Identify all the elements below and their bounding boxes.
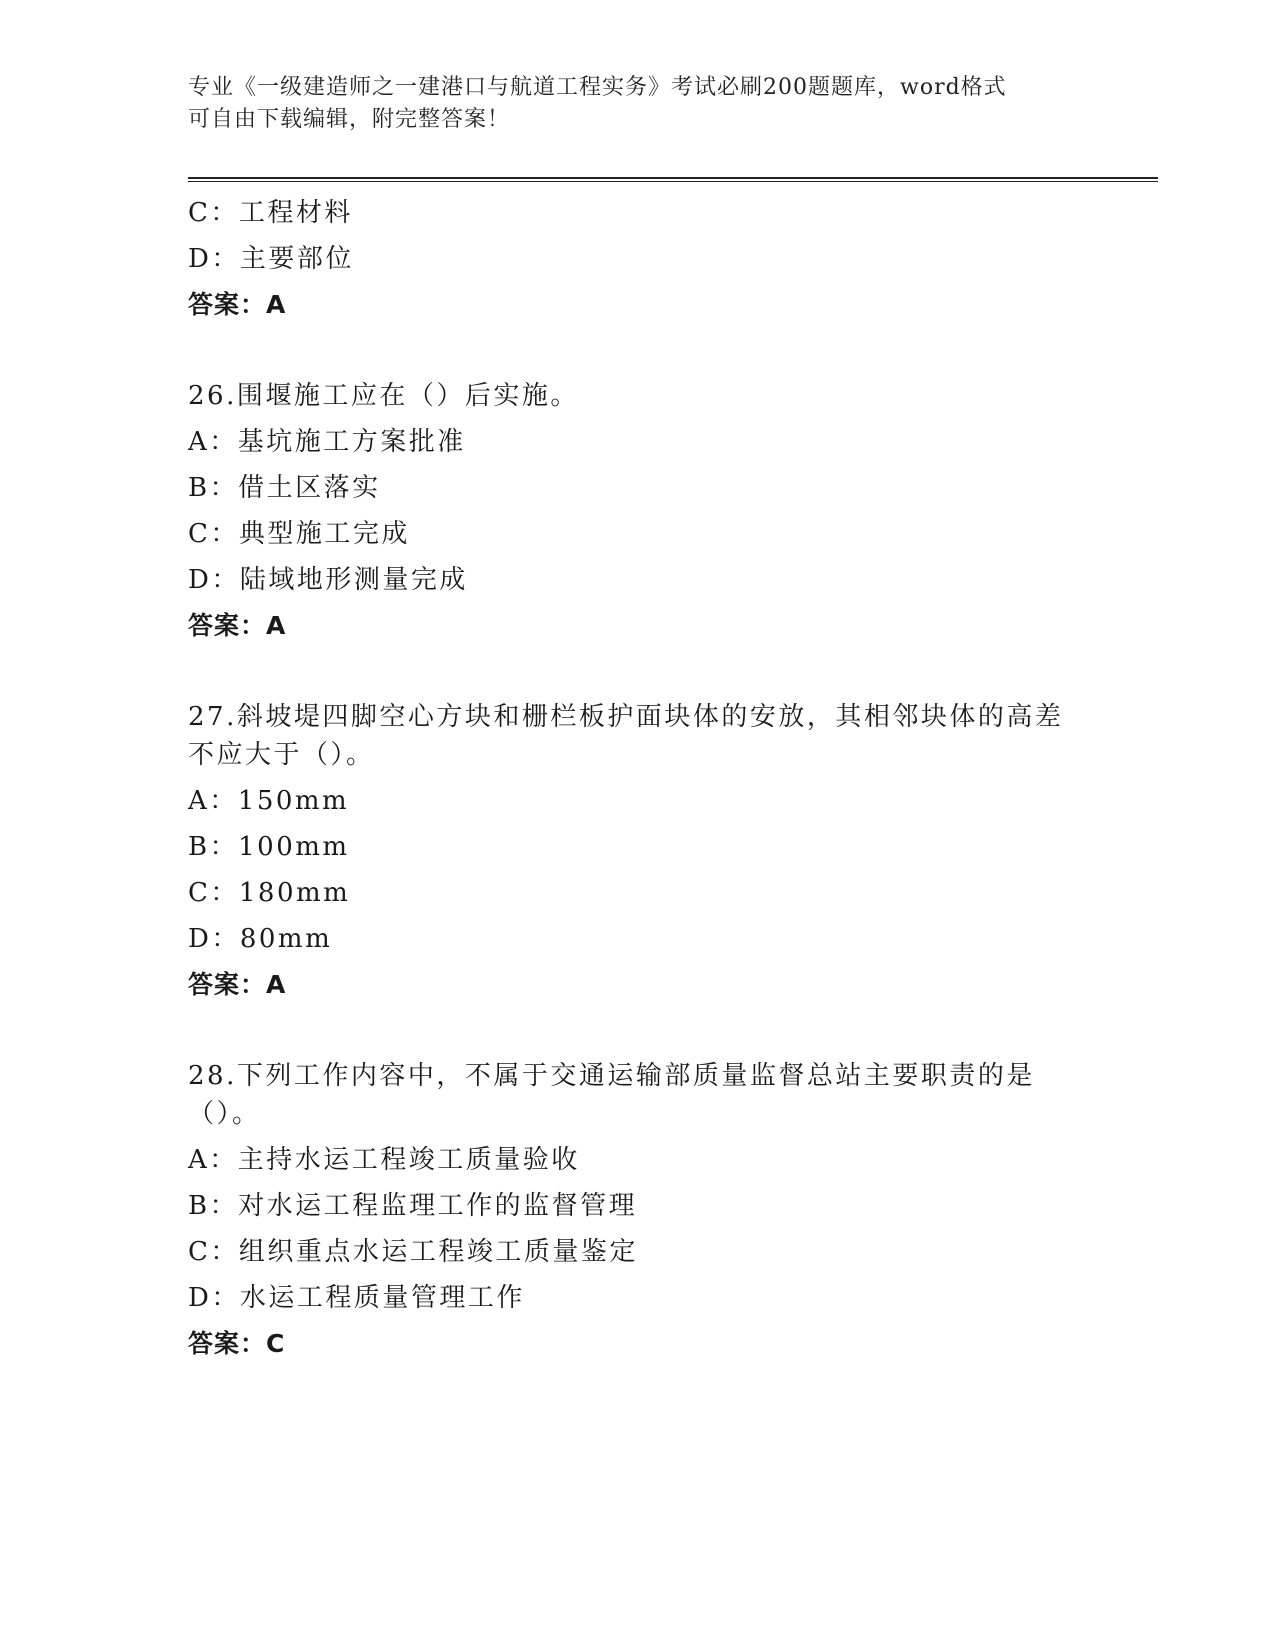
question-stem: 26.围堰施工应在（）后实施。: [188, 381, 579, 411]
option-d: D：陆域地形测量完成: [188, 565, 468, 595]
option-c: C：工程材料: [188, 198, 353, 228]
answer-line: 答案：A: [188, 970, 287, 999]
option-b: B：借土区落实: [188, 473, 381, 503]
question-27: [188, 694, 1088, 1008]
spacer: [188, 1008, 1088, 1053]
question-28: [188, 1053, 1088, 1367]
spacer: [188, 328, 1088, 373]
option-d: D：80mm: [188, 924, 333, 954]
option-a: A：主持水运工程竣工质量验收: [188, 1145, 580, 1175]
option-c: C：180mm: [188, 878, 351, 908]
partial-question: [188, 190, 1088, 328]
question-stem: 27.斜坡堤四脚空心方块和栅栏板护面块体的安放，其相邻块体的高差不应大于（）。: [188, 702, 1064, 770]
header-divider: [188, 177, 1158, 182]
spacer: [188, 649, 1088, 694]
option-c: C：组织重点水运工程竣工质量鉴定: [188, 1237, 638, 1267]
option-a: A：基坑施工方案批准: [188, 427, 466, 457]
option-c: C：典型施工完成: [188, 519, 410, 549]
answer-line: 答案：C: [188, 1329, 286, 1358]
question-26: [188, 373, 1088, 649]
answer-line: 答案：A: [188, 290, 287, 319]
option-b: B：100mm: [188, 832, 350, 862]
option-b: B：对水运工程监理工作的监督管理: [188, 1191, 638, 1221]
document-header: [188, 72, 1088, 136]
option-d: D：主要部位: [188, 244, 354, 274]
answer-line: 答案：A: [188, 611, 287, 640]
question-list: [188, 190, 1088, 1367]
option-d: D：水运工程质量管理工作: [188, 1283, 525, 1313]
question-stem: 28.下列工作内容中，不属于交通运输部质量监督总站主要职责的是（）。: [188, 1061, 1035, 1129]
header-line-1: 专业《一级建造师之一建港口与航道工程实务》考试必刷200题题库，word格式: [188, 75, 1007, 100]
option-a: A：150mm: [188, 786, 350, 816]
header-line-2: 可自由下载编辑，附完整答案！: [188, 107, 511, 132]
